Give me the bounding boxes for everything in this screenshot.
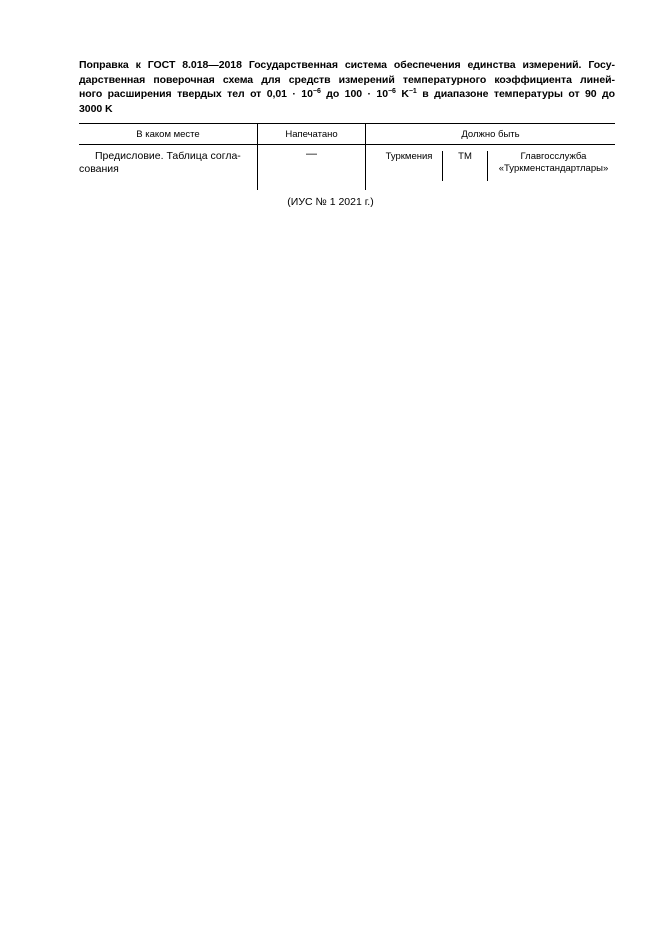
cell-should-be (366, 145, 616, 191)
title-exponent-3: −1 (408, 88, 417, 95)
header-should-be: Должно быть (366, 124, 616, 145)
title-line-3-part-c: K (395, 88, 409, 100)
table-header-row (79, 124, 615, 145)
table-row (79, 145, 615, 191)
cell-where (79, 145, 258, 191)
should-be-subtable (376, 151, 615, 181)
correction-table (79, 123, 615, 190)
cell-printed: — (258, 145, 366, 191)
cell-where-line-2: сования (79, 163, 119, 175)
organization-line-2: «Туркменстандартлары» (498, 163, 609, 174)
header-where: В каком месте (79, 124, 258, 145)
organization-line-1: Главгосслужба (520, 151, 587, 162)
should-be-country: Туркмения (385, 151, 433, 162)
correction-title (79, 58, 615, 116)
should-be-code: TM (442, 151, 488, 181)
publication-reference: (ИУС № 1 2021 г.) (287, 196, 374, 208)
cell-where-line-1: Предисловие. Таблица согла- (95, 150, 241, 162)
title-line-3-part-a: ного расширения твердых тел от 0,01 · 10 (79, 88, 313, 100)
title-line-2: дарственная поверочная схема для средств измерений температурного коэффициента линей- (79, 73, 615, 86)
title-line-4: 3000 K (79, 102, 113, 115)
title-line-3-part-b: до 100 · 10 (320, 88, 388, 100)
should-be-organization (488, 151, 615, 181)
title-exponent-2: −6 (388, 88, 396, 95)
header-printed: Напечатано (258, 124, 366, 145)
title-line-3-part-d: в диапазоне температуры от 90 до (416, 88, 616, 100)
title-line-3 (79, 87, 615, 102)
title-exponent-1: −6 (312, 88, 321, 95)
title-line-1: Поправка к ГОСТ 8.018—2018 Государственная система обеспечения единства измерений. Госу- (79, 59, 615, 71)
